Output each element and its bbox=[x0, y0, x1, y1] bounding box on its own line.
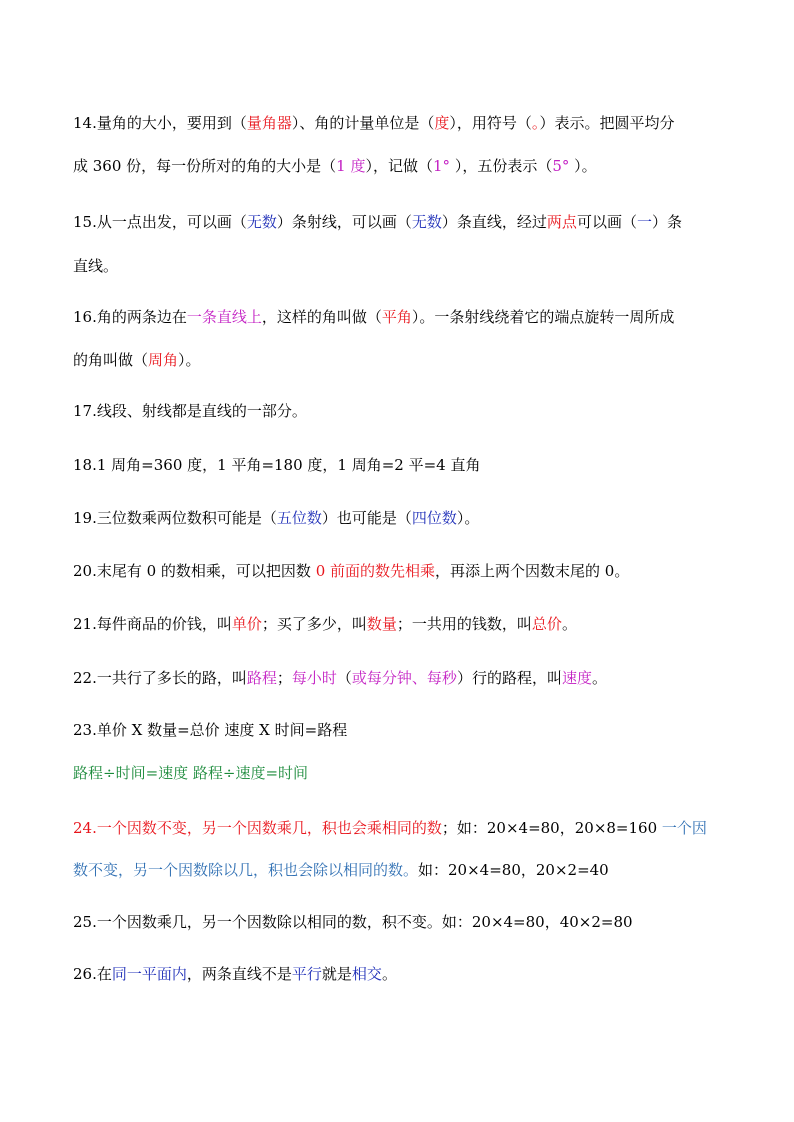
item-26-line-1 bbox=[73, 964, 733, 984]
text-segment: 22.一共行了多长的路，叫 bbox=[73, 669, 247, 687]
highlight-magenta: 1° bbox=[433, 157, 451, 175]
text-segment: ； bbox=[276, 669, 292, 687]
text-segment: ）也可能是（ bbox=[321, 509, 412, 527]
text-segment: ）条 bbox=[651, 213, 682, 231]
highlight-red: 度 bbox=[434, 114, 450, 132]
text-segment: ），用符号（ bbox=[449, 114, 532, 132]
text-segment: 的角叫做（ bbox=[73, 351, 149, 369]
text-segment: 26.在 bbox=[73, 965, 112, 983]
highlight-red: 数量 bbox=[366, 615, 397, 633]
text-segment: ；买了多少，叫 bbox=[261, 615, 367, 633]
highlight-red: 一个因数不变，另一个因数乘几，积也会乘相同的数 bbox=[96, 819, 442, 837]
text-segment: ，这样的角叫做（ bbox=[261, 308, 382, 326]
text-segment: 25.一个因数乘几，另一个因数除以相同的数，积不变。如：20×4=80，40×2=80 bbox=[73, 913, 633, 931]
highlight-red: 。 bbox=[531, 114, 540, 132]
highlight-red: 两点 bbox=[546, 213, 577, 231]
highlight-red: 总价 bbox=[531, 615, 562, 633]
highlight-blue: 四位数 bbox=[411, 509, 457, 527]
text-segment: ）表示。把圆平均分 bbox=[539, 114, 675, 132]
text-segment: （ bbox=[336, 669, 352, 687]
text-segment: ，两条直线不是 bbox=[186, 965, 292, 983]
text-segment: ）。 bbox=[569, 157, 597, 175]
text-segment: 18.1 周角=360 度，1 平角=180 度，1 周角=2 平=4 直角 bbox=[73, 456, 481, 474]
highlight-steel: 数不变，另一个因数除以几，积也会除以相同的数。 bbox=[73, 861, 419, 879]
text-segment: 19.三位数乘两位数积可能是（ bbox=[73, 509, 277, 527]
text-segment: ）。一条射线绕着它的端点旋转一周所成 bbox=[411, 308, 675, 326]
text-segment: ）条直线，经过 bbox=[441, 213, 547, 231]
highlight-magenta: 每小时 bbox=[291, 669, 337, 687]
text-segment: 直线。 bbox=[73, 257, 119, 275]
highlight-blue: 同一平面内 bbox=[111, 965, 187, 983]
text-segment: 20.末尾有 0 的数相乘，可以把因数 bbox=[73, 562, 316, 580]
highlight-magenta: 速度 bbox=[561, 669, 592, 687]
item-16-line-2 bbox=[73, 350, 733, 370]
item-23-line-2 bbox=[73, 763, 733, 783]
highlight-blue: 五位数 bbox=[276, 509, 322, 527]
item-25-line-1 bbox=[73, 912, 733, 932]
text-segment: 。 bbox=[381, 965, 397, 983]
highlight-red: 单价 bbox=[231, 615, 262, 633]
text-segment: 17.线段、射线都是直线的一部分。 bbox=[73, 402, 307, 420]
item-18-line-1 bbox=[73, 455, 733, 475]
text-segment: ，再添上两个因数末尾的 0。 bbox=[435, 562, 630, 580]
highlight-magenta: 1 度 bbox=[336, 157, 366, 175]
text-segment: 14.量角的大小，要用到（ bbox=[73, 114, 247, 132]
highlight-green: 路程÷时间=速度 路程÷速度=时间 bbox=[73, 764, 309, 782]
highlight-red: 0 前面的数先相乘 bbox=[315, 562, 436, 580]
highlight-magenta: 或每分钟、每秒 bbox=[351, 669, 457, 687]
text-segment: 。 bbox=[561, 615, 577, 633]
text-segment: ）。 bbox=[456, 509, 480, 527]
item-23-line-1 bbox=[73, 720, 733, 740]
highlight-red: 24. bbox=[73, 819, 97, 837]
text-segment: ；一共用的钱数，叫 bbox=[396, 615, 532, 633]
text-segment: ），记做（ bbox=[365, 157, 433, 175]
text-segment: ），五份表示（ bbox=[450, 157, 553, 175]
item-15-line-1 bbox=[73, 212, 733, 232]
item-14-line-2 bbox=[73, 156, 733, 176]
item-20-line-1 bbox=[73, 561, 733, 581]
highlight-magenta: 路程 bbox=[246, 669, 277, 687]
text-segment: 就是 bbox=[321, 965, 352, 983]
text-segment: ；如：20×4=80，20×8=160 bbox=[441, 819, 662, 837]
highlight-magenta: 5° bbox=[552, 157, 570, 175]
text-segment: ）、角的计量单位是（ bbox=[291, 114, 435, 132]
text-segment: ）条射线，可以画（ bbox=[276, 213, 412, 231]
text-segment: 成 360 份，每一份所对的角的大小是（ bbox=[73, 157, 337, 175]
item-14-line-1 bbox=[73, 113, 733, 133]
text-segment: 可以画（ bbox=[576, 213, 637, 231]
text-segment: 15.从一点出发，可以画（ bbox=[73, 213, 247, 231]
item-21-line-1 bbox=[73, 614, 733, 634]
highlight-blue: 相交 bbox=[351, 965, 382, 983]
text-segment: ）。 bbox=[178, 351, 201, 369]
highlight-red: 量角器 bbox=[246, 114, 292, 132]
item-22-line-1 bbox=[73, 668, 733, 688]
highlight-red: 平角 bbox=[381, 308, 412, 326]
highlight-blue: 一 bbox=[636, 213, 652, 231]
item-24-line-2 bbox=[73, 860, 733, 880]
text-segment: 如：20×4=80，20×2=40 bbox=[418, 861, 609, 879]
text-segment: ）行的路程，叫 bbox=[456, 669, 562, 687]
text-segment: 。 bbox=[591, 669, 607, 687]
highlight-blue: 无数 bbox=[411, 213, 442, 231]
item-15-line-2 bbox=[73, 256, 733, 276]
highlight-blue: 平行 bbox=[291, 965, 322, 983]
item-24-line-1 bbox=[73, 818, 733, 838]
item-17-line-1 bbox=[73, 401, 733, 421]
highlight-magenta: 一条直线上 bbox=[186, 308, 262, 326]
text-segment: 21.每件商品的价钱，叫 bbox=[73, 615, 232, 633]
item-19-line-1 bbox=[73, 508, 733, 528]
highlight-red: 周角 bbox=[148, 351, 179, 369]
item-16-line-1 bbox=[73, 307, 733, 327]
text-segment: 23.单价 X 数量=总价 速度 X 时间=路程 bbox=[73, 721, 348, 739]
highlight-blue: 无数 bbox=[246, 213, 277, 231]
highlight-steel: 一个因 bbox=[661, 819, 707, 837]
text-segment: 16.角的两条边在 bbox=[73, 308, 187, 326]
